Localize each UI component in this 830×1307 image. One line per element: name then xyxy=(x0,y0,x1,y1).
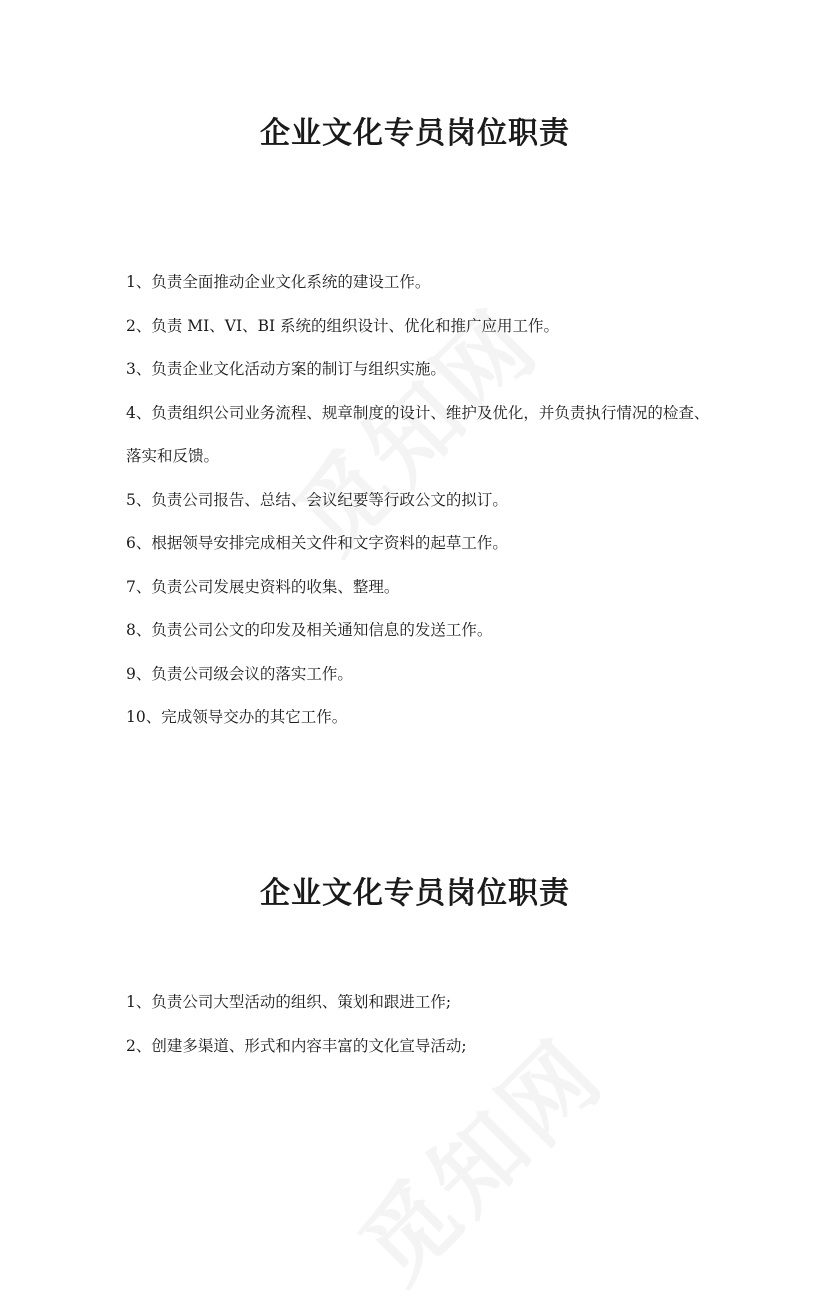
duty-list xyxy=(126,261,716,740)
duty-item: 7、负责公司发展史资料的收集、整理。 xyxy=(126,577,400,596)
duty-item: 6、根据领导安排完成相关文件和文字资料的起草工作。 xyxy=(126,534,508,552)
duty-item: 2、创建多渠道、形式和内容丰富的文化宣导活动; xyxy=(126,1036,467,1055)
section-title: 企业文化专员岗位职责 xyxy=(260,116,570,151)
duty-item: 2、负责 MI、VI、BI 系统的组织设计、优化和推广应用工作。 xyxy=(126,316,560,335)
duty-item: 9、负责公司级会议的落实工作。 xyxy=(126,664,353,683)
duty-item: 4、负责组织公司业务流程、规章制度的设计、维护及优化，并负责执行情况的检查、落实和反馈。 xyxy=(126,403,710,465)
duty-item: 5、负责公司报告、总结、会议纪要等行政公文的拟订。 xyxy=(126,490,508,509)
duty-item: 10、完成领导交办的其它工作。 xyxy=(126,708,348,726)
duty-item: 1、负责全面推动企业文化系统的建设工作。 xyxy=(126,273,431,291)
duty-item: 8、负责公司公文的印发及相关通知信息的发送工作。 xyxy=(126,621,493,639)
duty-list xyxy=(126,981,716,1068)
duty-item: 1、负责公司大型活动的组织、策划和跟进工作; xyxy=(126,993,452,1011)
duty-item: 3、负责企业文化活动方案的制订与组织实施。 xyxy=(126,360,446,378)
section-title: 企业文化专员岗位职责 xyxy=(260,876,570,911)
